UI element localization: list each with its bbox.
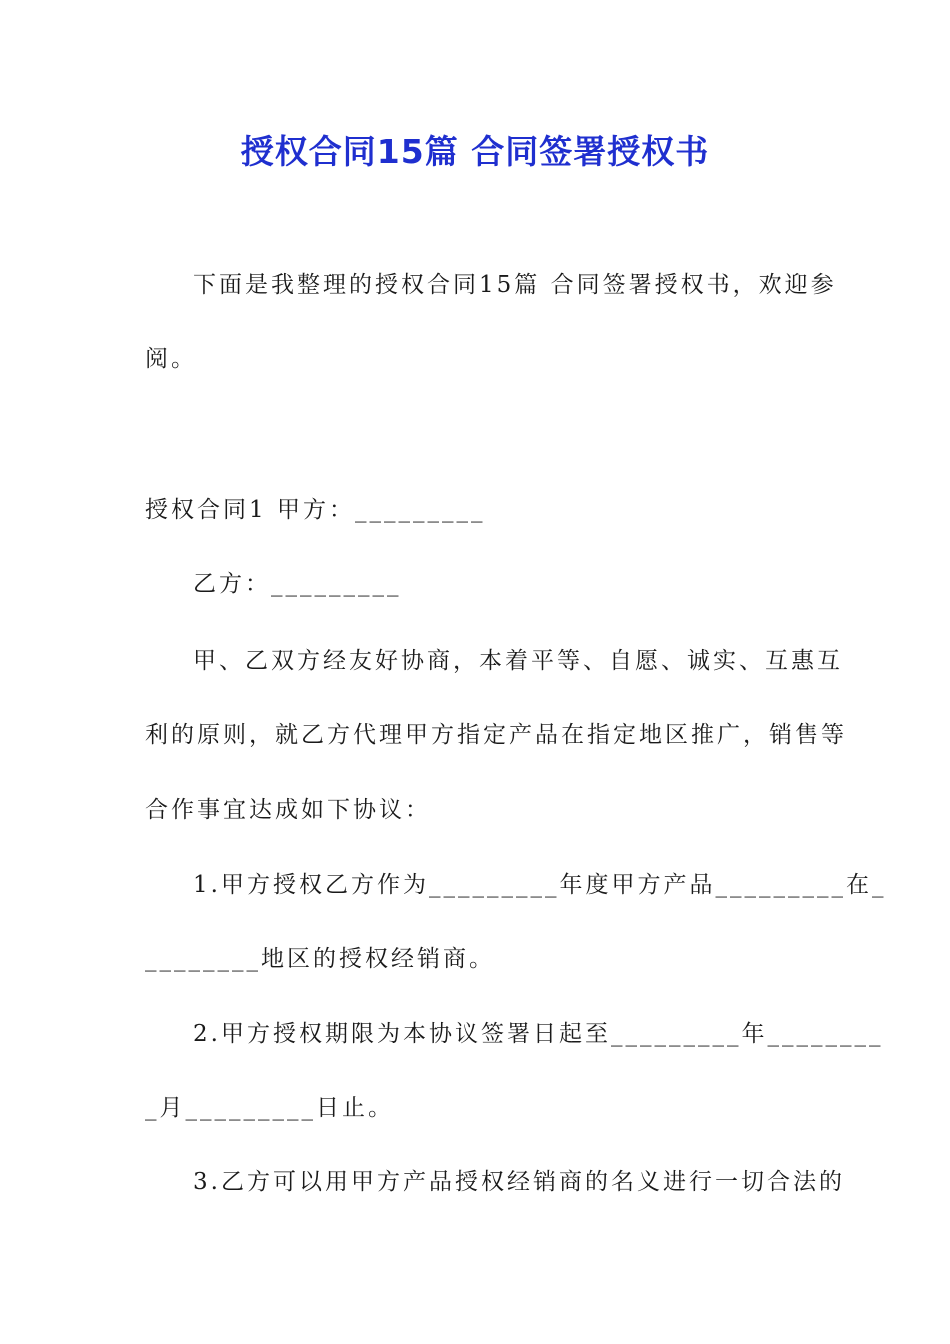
document-title: 授权合同15篇 合同签署授权书	[240, 132, 710, 171]
preamble-line-3: 合作事宜达成如下协议：	[145, 797, 431, 823]
intro-line-1: 下面是我整理的授权合同15篇 合同签署授权书，欢迎参	[193, 272, 837, 298]
clause-2-line-1: 2.甲方授权期限为本协议签署日起至_________年________	[193, 1021, 884, 1047]
party-b-line: 乙方：_________	[193, 571, 402, 597]
clause-3-line-1: 3.乙方可以用甲方产品授权经销商的名义进行一切合法的	[193, 1169, 845, 1195]
preamble-line-1: 甲、乙双方经友好协商，本着平等、自愿、诚实、互惠互	[193, 648, 843, 674]
clause-2-line-2: _月_________日止。	[145, 1095, 394, 1121]
intro-line-2: 阅。	[145, 346, 197, 372]
clause-1-line-1: 1.甲方授权乙方作为_________年度甲方产品_________在_	[193, 872, 887, 898]
contract-1-heading: 授权合同1 甲方：_________	[145, 497, 486, 523]
preamble-line-2: 利的原则，就乙方代理甲方指定产品在指定地区推广，销售等	[145, 722, 847, 748]
clause-1-line-2: ________地区的授权经销商。	[145, 946, 495, 972]
